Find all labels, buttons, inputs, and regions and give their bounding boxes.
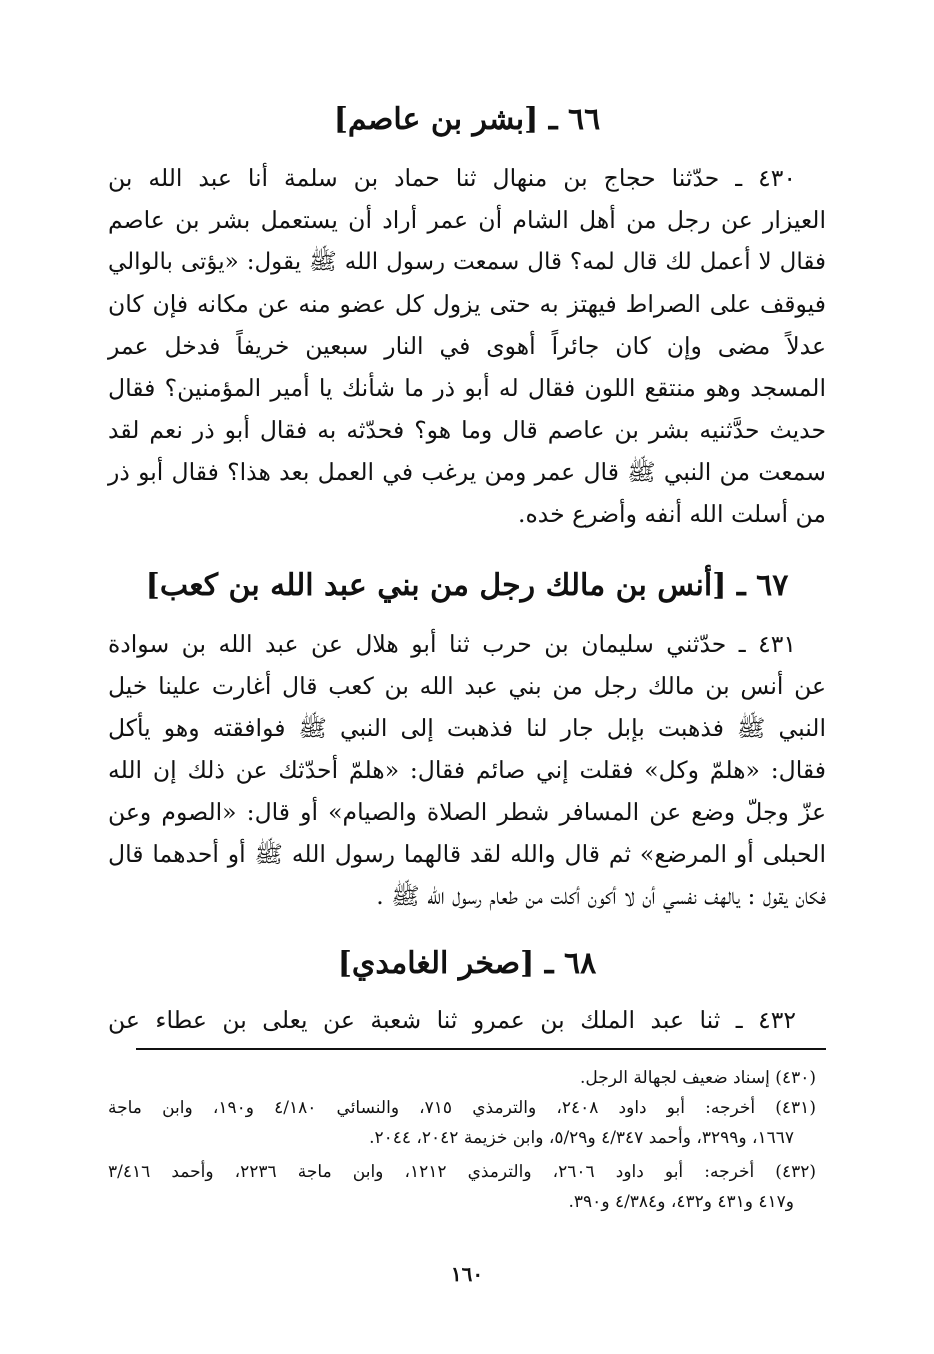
text-line: الحبلى أو المرضع» ثم قال والله لقد قالهما رسول الله ﷺ أو أحدهما قال: [108, 840, 826, 868]
text-line: فقال لا أعمل لك قال لمه؟ قال سمعت رسول الله ﷺ يقول: «يؤتى بالوالي: [108, 249, 826, 275]
footnote-430: (٤٣٠) إسناد ضعيف لجهالة الرجل.: [579, 1068, 816, 1088]
text-line: العيزار عن رجل من أهل الشام أن عمر أراد أن يستعمل بشر بن عاصم: [108, 206, 826, 234]
text-line: ٤٣٠ ـ حدّثنا حجاج بن منهال ثنا حماد بن سلمة أنا عبد الله بن: [108, 164, 796, 192]
text-line: عدلاً مضى وإن كان جائراً أهوى في النار سبعين خريفاً فدخل عمر: [108, 332, 826, 360]
text-line: من أسلت الله أنفه وأضرع خده.: [518, 500, 826, 528]
text-line: ٤٣٢ ـ ثنا عبد الملك بن عمرو ثنا شعبة عن يعلى بن عطاء عن: [108, 1006, 796, 1034]
text-line: فيوقف على الصراط فيهتز به حتى يزول كل عضو منه عن مكانه فإن كان: [108, 290, 826, 318]
section-heading-68: ٦٨ ـ [صخر الغامدي]: [337, 946, 597, 981]
text-line: سمعت من النبي ﷺ قال عمر ومن يرغب في العمل بعد هذا؟ فقال أبو ذر: [108, 458, 826, 486]
section-heading-67: ٦٧ ـ [أنس بن مالك رجل من بني عبد الله بن كعب]: [145, 568, 789, 603]
text-line: حديث حدَّثنيه بشر بن عاصم قال وما هو؟ فحدّثه به فقال أبو ذر نعم لقد: [108, 416, 826, 444]
text-line: عن أنس بن مالك رجل من بني عبد الله بن كعب قال أغارت علينا خيل: [108, 672, 826, 700]
text-line: النبي ﷺ فذهبت بإبل جار لنا فذهبت إلى النبي ﷺ فوافقته وهو يأكل: [108, 714, 826, 742]
footnote-431: (٤٣١) أخرجه: أبو داود ٢٤٠٨، والترمذي ٧١٥، والنسائي ٤/١٨٠ و١٩٠، وابن ماجة: [108, 1098, 816, 1118]
footnote-divider: [136, 1048, 826, 1050]
text-line: عزّ وجلّ وضع عن المسافر شطر الصلاة والصيام» أو قال: «الصوم وعن: [108, 798, 826, 826]
footnote-432: (٤٣٢) أخرجه: أبو داود ٢٦٠٦، والترمذي ١٢١٢، وابن ماجة ٢٢٣٦، وأحمد ٣/٤١٦: [108, 1162, 816, 1182]
text-line: المسجد وهو منتقع اللون فقال له أبو ذر ما شأنك يا أمير المؤمنين؟ فقال: [108, 374, 826, 402]
footnote-431-cont: ١٦٦٧، و٣٢٩٩، وأحمد ٤/٣٤٧ و٥/٢٩، وابن خزيمة ٢٠٤٢، ٢٠٤٤.: [369, 1128, 794, 1148]
page-number: ١٦٠: [450, 1262, 484, 1286]
section-heading-66: ٦٦ ـ [بشر بن عاصم]: [333, 102, 601, 137]
text-line: فكان يقول : يالهف نفسي أن لا أكون أكلت من طعام رسول الله ﷺ .: [376, 882, 826, 910]
footnote-432-cont: و٤١٧ و٤٣١ و٤٣٢، و٤/٣٨٤ و٣٩٠.: [568, 1192, 794, 1212]
text-line: ٤٣١ ـ حدّثني سليمان بن حرب ثنا أبو هلال عن عبد الله بن سوادة: [108, 630, 796, 658]
text-line: فقال: «هلمّ وكل» فقلت إني صائم فقال: «هلمّ أحدّثك عن ذلك إن الله: [108, 756, 826, 784]
